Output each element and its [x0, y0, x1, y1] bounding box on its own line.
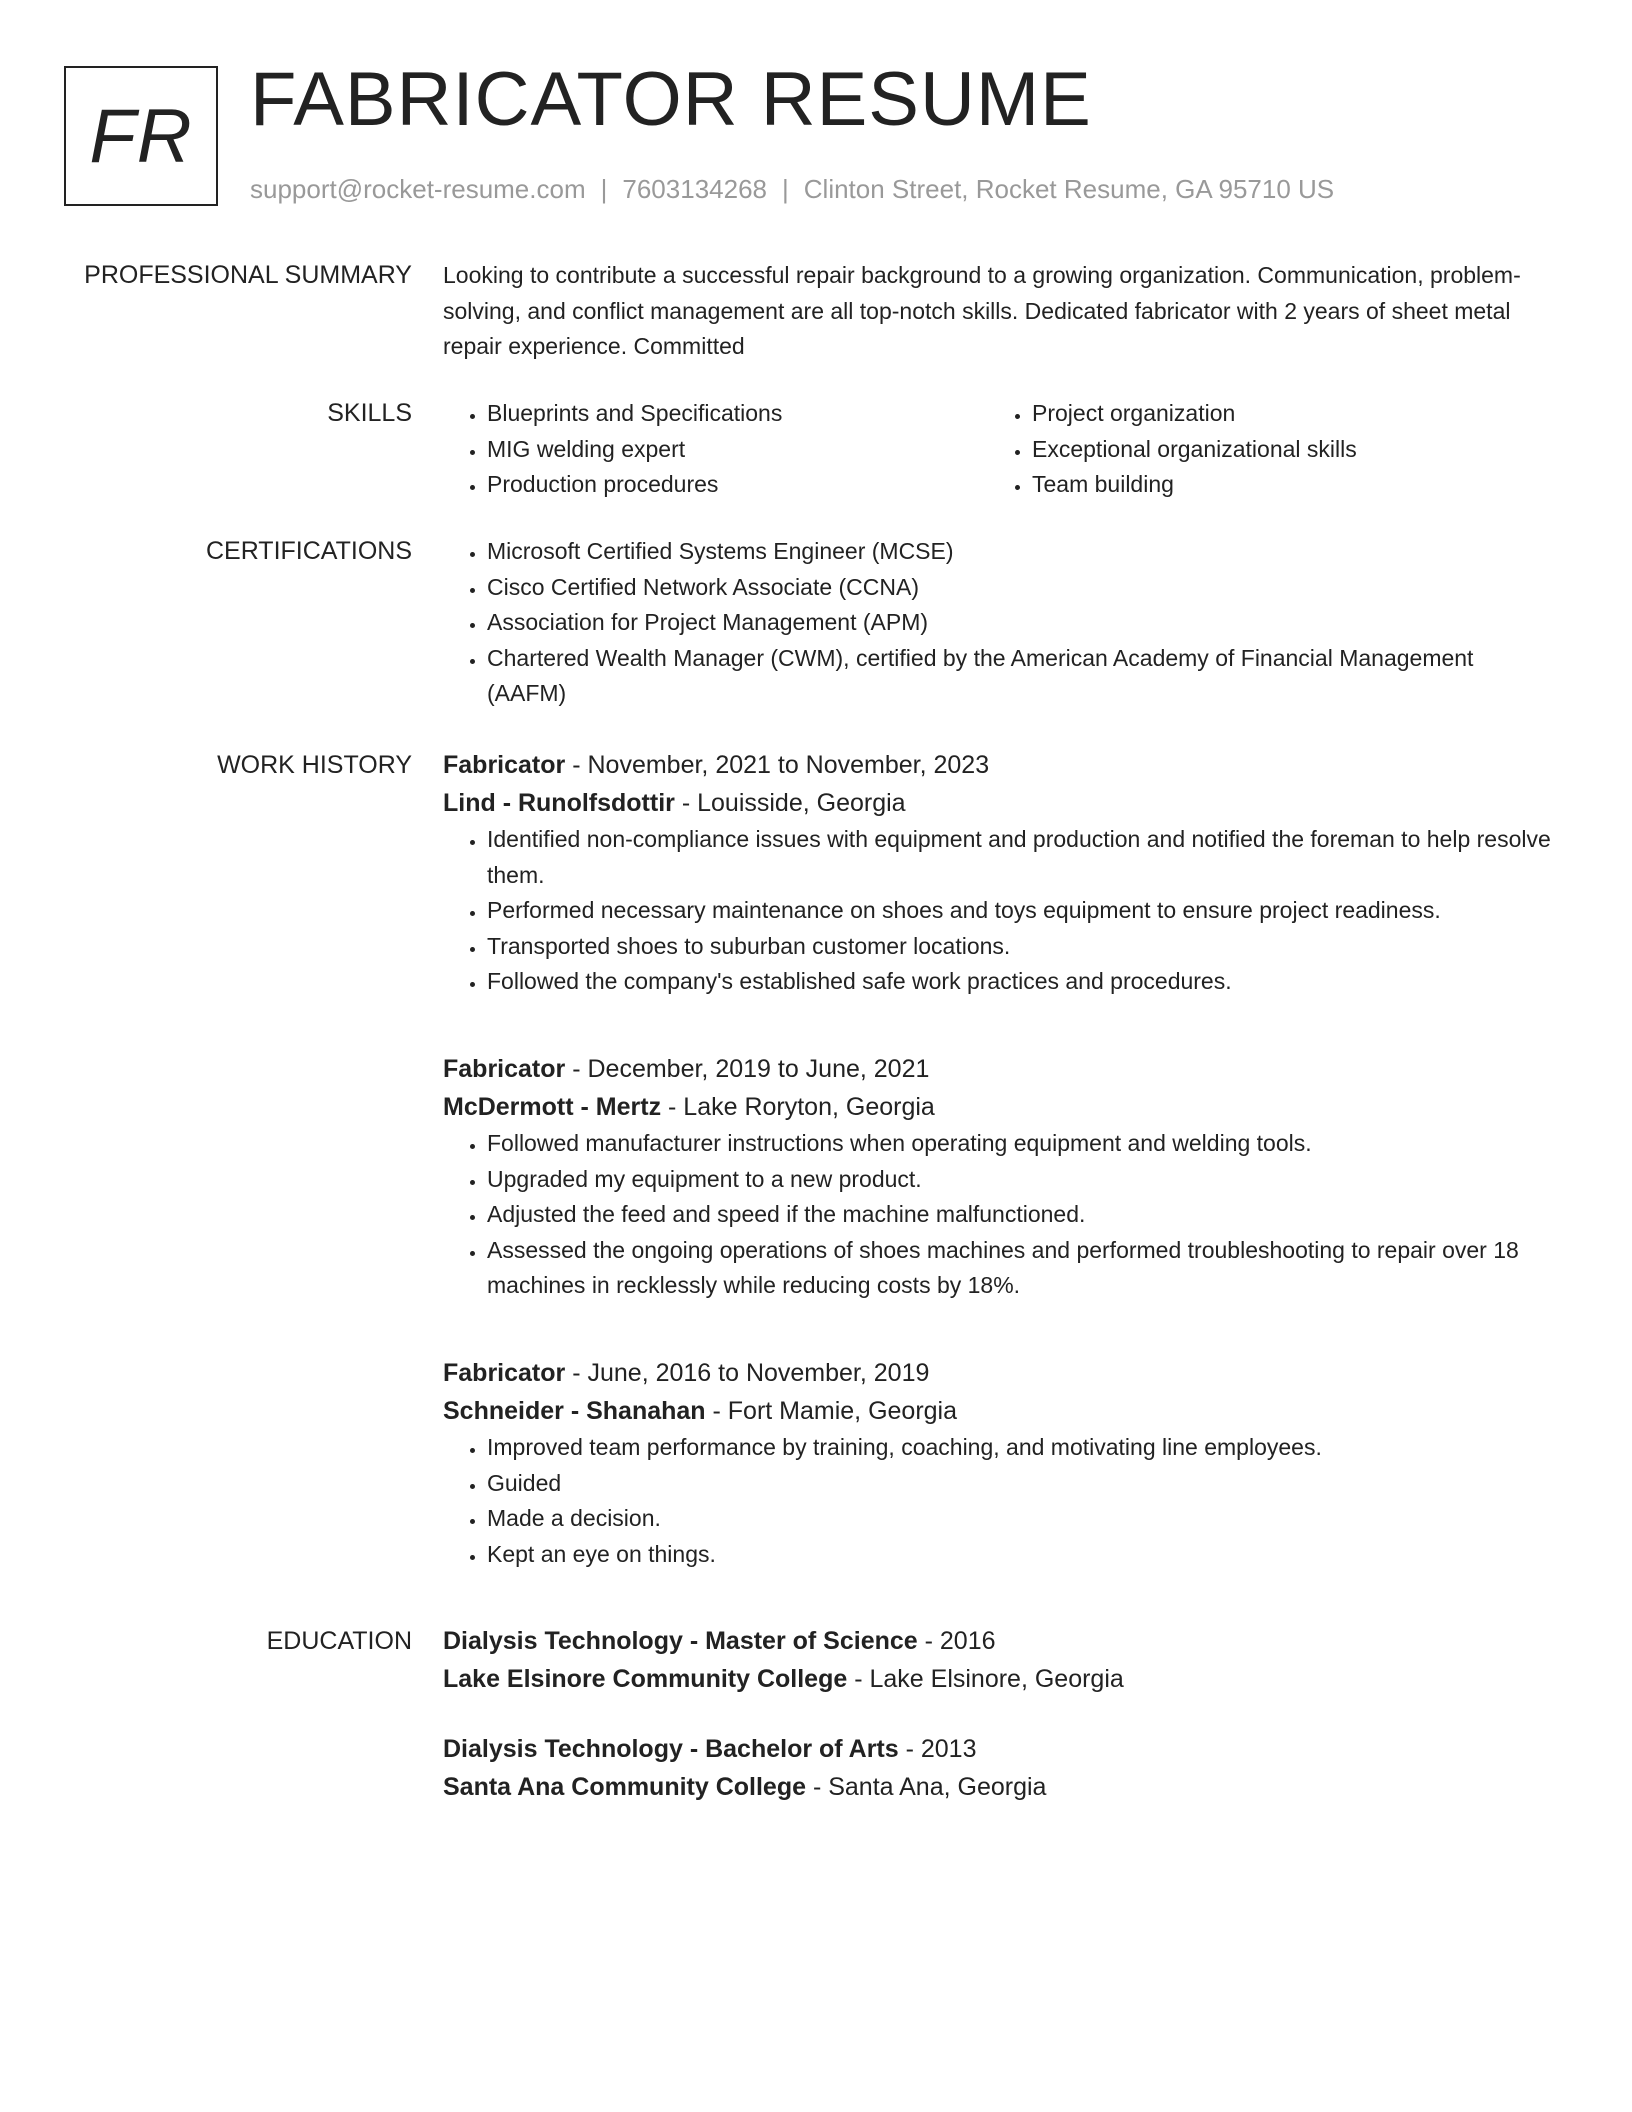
- job-dates: - June, 2016 to November, 2019: [565, 1359, 930, 1387]
- job-duty: • Adjusted the feed and speed if the machine malfunctioned.: [487, 1197, 1553, 1233]
- skill-item: • Project organization: [1032, 396, 1532, 432]
- job-company: Schneider - Shanahan: [443, 1397, 706, 1425]
- job-company: McDermott - Mertz: [443, 1093, 662, 1121]
- school-line: [443, 1768, 1553, 1806]
- certification-item: • Cisco Certified Network Associate (CCNA): [487, 570, 1553, 606]
- certifications-body: [443, 534, 1553, 712]
- job-dates: - December, 2019 to June, 2021: [565, 1055, 930, 1083]
- summary-body: [443, 258, 1553, 365]
- skills-list-left: [443, 396, 988, 503]
- contact-separator: |: [600, 174, 608, 204]
- job-duty: • Transported shoes to suburban customer locations.: [487, 929, 1553, 965]
- school-location: - Lake Elsinore, Georgia: [847, 1665, 1124, 1693]
- skills-body: [443, 396, 1553, 503]
- skill-item: • Exceptional organizational skills: [1032, 432, 1532, 468]
- certifications-list: [443, 534, 1553, 712]
- certification-item: • Chartered Wealth Manager (CWM), certified by the American Academy of Financial Management (AAFM): [487, 641, 1553, 712]
- job-entry: [443, 1050, 1553, 1304]
- job-duties-list: [443, 1126, 1553, 1304]
- degree-name: Dialysis Technology - Master of Science: [443, 1627, 918, 1655]
- job-duty: • Kept an eye on things.: [487, 1537, 1553, 1573]
- initials-text: FR: [89, 93, 193, 179]
- job-location: - Louisside, Georgia: [674, 789, 906, 817]
- job-duty: • Guided: [487, 1466, 1553, 1502]
- job-title: Fabricator: [443, 751, 566, 779]
- contact-phone: 7603134268: [622, 174, 767, 204]
- skill-item: • Team building: [1032, 467, 1532, 503]
- job-duty: • Assessed the ongoing operations of shoes machines and performed troubleshooting to repair over 18 machines in recklessly while reducing costs by 18%.: [487, 1233, 1553, 1304]
- contact-separator: |: [782, 174, 789, 204]
- job-company-line: [443, 784, 1553, 822]
- school-location: - Santa Ana, Georgia: [806, 1773, 1047, 1801]
- degree-name: Dialysis Technology - Bachelor of Arts: [443, 1735, 899, 1763]
- education-label: EDUCATION: [266, 1627, 412, 1655]
- work-history-label: WORK HISTORY: [217, 751, 412, 779]
- skill-item: • Blueprints and Specifications: [487, 396, 988, 432]
- job-title-line: [443, 746, 1553, 784]
- skill-item: • Production procedures: [487, 467, 988, 503]
- resume-title: FABRICATOR RESUME: [250, 57, 1092, 142]
- summary-text: Looking to contribute a successful repair background to a growing organization. Communication, problem-solving, and conflict management are all top-notch skills. Dedicated fabricator with 2 years of sheet metal repair experience. Committed: [443, 262, 1521, 359]
- school-name: Lake Elsinore Community College: [443, 1665, 848, 1693]
- job-duty: • Performed necessary maintenance on shoes and toys equipment to ensure project readiness.: [487, 893, 1553, 929]
- job-company-line: [443, 1088, 1553, 1126]
- job-location: - Fort Mamie, Georgia: [705, 1397, 958, 1425]
- certification-item: • Microsoft Certified Systems Engineer (MCSE): [487, 534, 1553, 570]
- degree-year: - 2013: [898, 1735, 977, 1763]
- job-company-line: [443, 1392, 1553, 1430]
- job-location: - Lake Roryton, Georgia: [661, 1093, 935, 1121]
- job-duty: • Improved team performance by training, coaching, and motivating line employees.: [487, 1430, 1553, 1466]
- job-duty: • Identified non-compliance issues with equipment and production and notified the foreman to help resolve them.: [487, 822, 1553, 893]
- job-entry: [443, 1354, 1553, 1572]
- job-duty: • Made a decision.: [487, 1501, 1553, 1537]
- contact-line: [250, 172, 1334, 206]
- job-duties-list: [443, 822, 1553, 1000]
- job-company: Lind - Runolfsdottir: [443, 789, 675, 817]
- job-duty: • Upgraded my equipment to a new product.: [487, 1162, 1553, 1198]
- job-duty: • Followed manufacturer instructions when operating equipment and welding tools.: [487, 1126, 1553, 1162]
- degree-line: [443, 1622, 1553, 1660]
- job-title: Fabricator: [443, 1359, 566, 1387]
- school-line: [443, 1660, 1553, 1698]
- job-dates: - November, 2021 to November, 2023: [565, 751, 990, 779]
- degree-line: [443, 1730, 1553, 1768]
- summary-label: PROFESSIONAL SUMMARY: [84, 261, 412, 289]
- skill-item: • MIG welding expert: [487, 432, 988, 468]
- job-title-line: [443, 1354, 1553, 1392]
- job-duty: • Followed the company's established safe work practices and procedures.: [487, 964, 1553, 1000]
- contact-address: Clinton Street, Rocket Resume, GA 95710 US: [803, 174, 1335, 204]
- school-name: Santa Ana Community College: [443, 1773, 807, 1801]
- initials-monogram: [64, 66, 218, 206]
- job-duties-list: [443, 1430, 1553, 1572]
- degree-year: - 2016: [917, 1627, 996, 1655]
- job-title: Fabricator: [443, 1055, 566, 1083]
- job-title-line: [443, 1050, 1553, 1088]
- certifications-label: CERTIFICATIONS: [205, 537, 412, 565]
- contact-email: support@rocket-resume.com: [250, 174, 586, 204]
- job-entry: [443, 746, 1553, 1000]
- education-entry: [443, 1622, 1553, 1698]
- skills-list-right: [988, 396, 1532, 503]
- certification-item: • Association for Project Management (APM): [487, 605, 1553, 641]
- skills-label: SKILLS: [327, 399, 412, 427]
- education-entry: [443, 1730, 1553, 1806]
